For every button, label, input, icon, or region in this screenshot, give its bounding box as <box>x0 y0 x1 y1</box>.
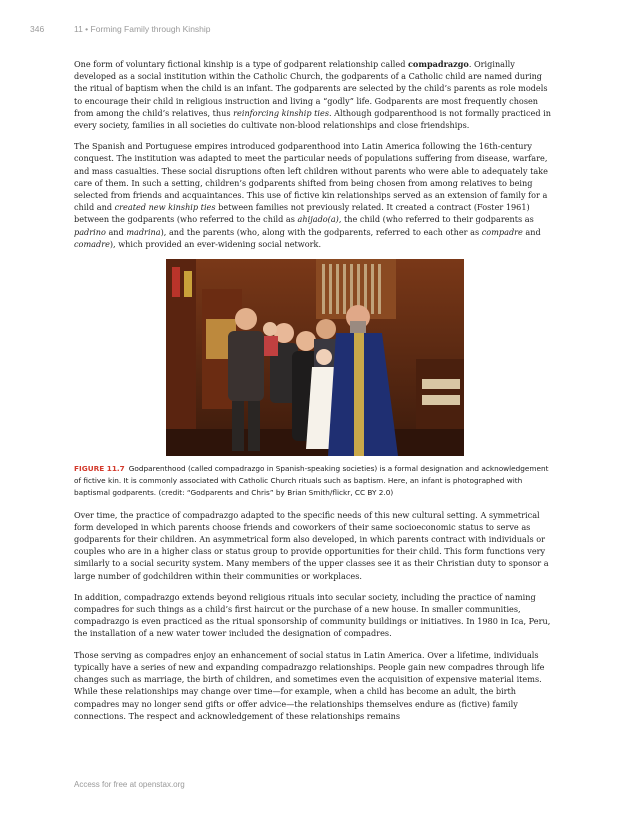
paragraph-1: One form of voluntary fictional kinship is a type of godparent relationship called compadrazgo. Originally developed as a social institution within the Catholic Church, the godparents of a Catholic child are named during the ritual of baptism when the child is an infant. The godparents are selected by the child’s parents as role models to encourage their child in religious instruction and living a “godly” life. Godparents are most frequently chosen from among the child’s relatives, thus reinforcing kinship ties. Although godparenthood is not formally practiced in every society, families in all societies do cultivate non-blood relationships and close friendships. <box>74 59 551 131</box>
figure-caption <box>74 463 556 500</box>
figure-11-7 <box>74 259 556 500</box>
figure-caption-text: Godparenthood (called compadrazgo in Spanish-speaking societies) is a formal designation and acknowledgement of fictive kin. It is commonly associated with Catholic Church rituals such as baptism. Here, an infant is photographed with baptismal godparents. (credit: “Godparents and Chris” by Brian Smith/flickr, CC BY 2.0) <box>74 464 549 498</box>
footer-access-link[interactable]: Access for free at openstax.org <box>74 780 185 789</box>
paragraph-2: The Spanish and Portuguese empires introduced godparenthood into Latin America following the 16th-century conquest. The institution was adapted to meet the particular needs of populations suffering from disease, warfare, and mass casualties. These social disruptions often left children without parents who were able to adequately take care of them. In such a setting, children’s godparents shifted from being chosen from among relatives to being selected from friends and acquaintances. This use of fictive kin relationships served as an extension of family for a child and created new kinship ties between families not previously related. It created a contract (Foster 1961) between the godparents (who referred to the child as ahijado(a), the child (who referred to their godparents as padrino and madrina), and the parents (who, along with the godparents, referred to each other as compadre and comadre), which provided an ever-widening social network. <box>74 141 548 249</box>
baptism-photo <box>166 259 464 456</box>
term-created-new-kinship-ties: created new kinship ties <box>114 202 216 213</box>
main-content <box>74 58 556 731</box>
paragraph-3: Over time, the practice of compadrazgo adapted to the specific needs of this new cultural setting. A symmetrical form developed in which parents choose friends and coworkers of their same socioeconomic status to serve as godparents for their children. An asymmetrical form also developed, in which parents contract with individuals or couples who are in a higher class or status group to provide opportunities for their child. This form functions very similarly to a social security system. Many members of the upper classes see it as their Christian duty to sponsor a large number of godchildren within their communities or workplaces. <box>74 509 549 581</box>
paragraph-5: Those serving as compadres enjoy an enhancement of social status in Latin America. Over a lifetime, individuals typically have a series of new and expanding compadrazgo relationships. People gain new compadres through life changes such as marriage, the birth of children, and sometimes even the acquisition of expensive material items. While these relationships may change over time—for example, when a child has become an adult, the birth compadres may no longer send gifts or offer advice—the relationships themselves endure as (fictive) family connections. The respect and acknowledgement of these relationships remains <box>74 649 545 721</box>
page-number: 346 <box>30 24 45 34</box>
running-header <box>30 24 600 34</box>
chapter-title: 11 • Forming Family through Kinship <box>74 24 211 34</box>
paragraph-4: In addition, compadrazgo extends beyond religious rituals into secular society, including the practice of naming compadres for such things as a child’s first haircut or the purchase of a new house. In smaller communities, compadrazgo is even practiced as the ritual sponsorship of community buildings or initiatives. In 1980 in Ica, Peru, the installation of a new water tower included the designation of compadres. <box>74 591 551 639</box>
figure-label: FIGURE 11.7 <box>74 464 125 474</box>
term-reinforcing-kinship-ties: reinforcing kinship ties <box>233 107 330 118</box>
term-compadrazgo: compadrazgo <box>407 59 469 69</box>
